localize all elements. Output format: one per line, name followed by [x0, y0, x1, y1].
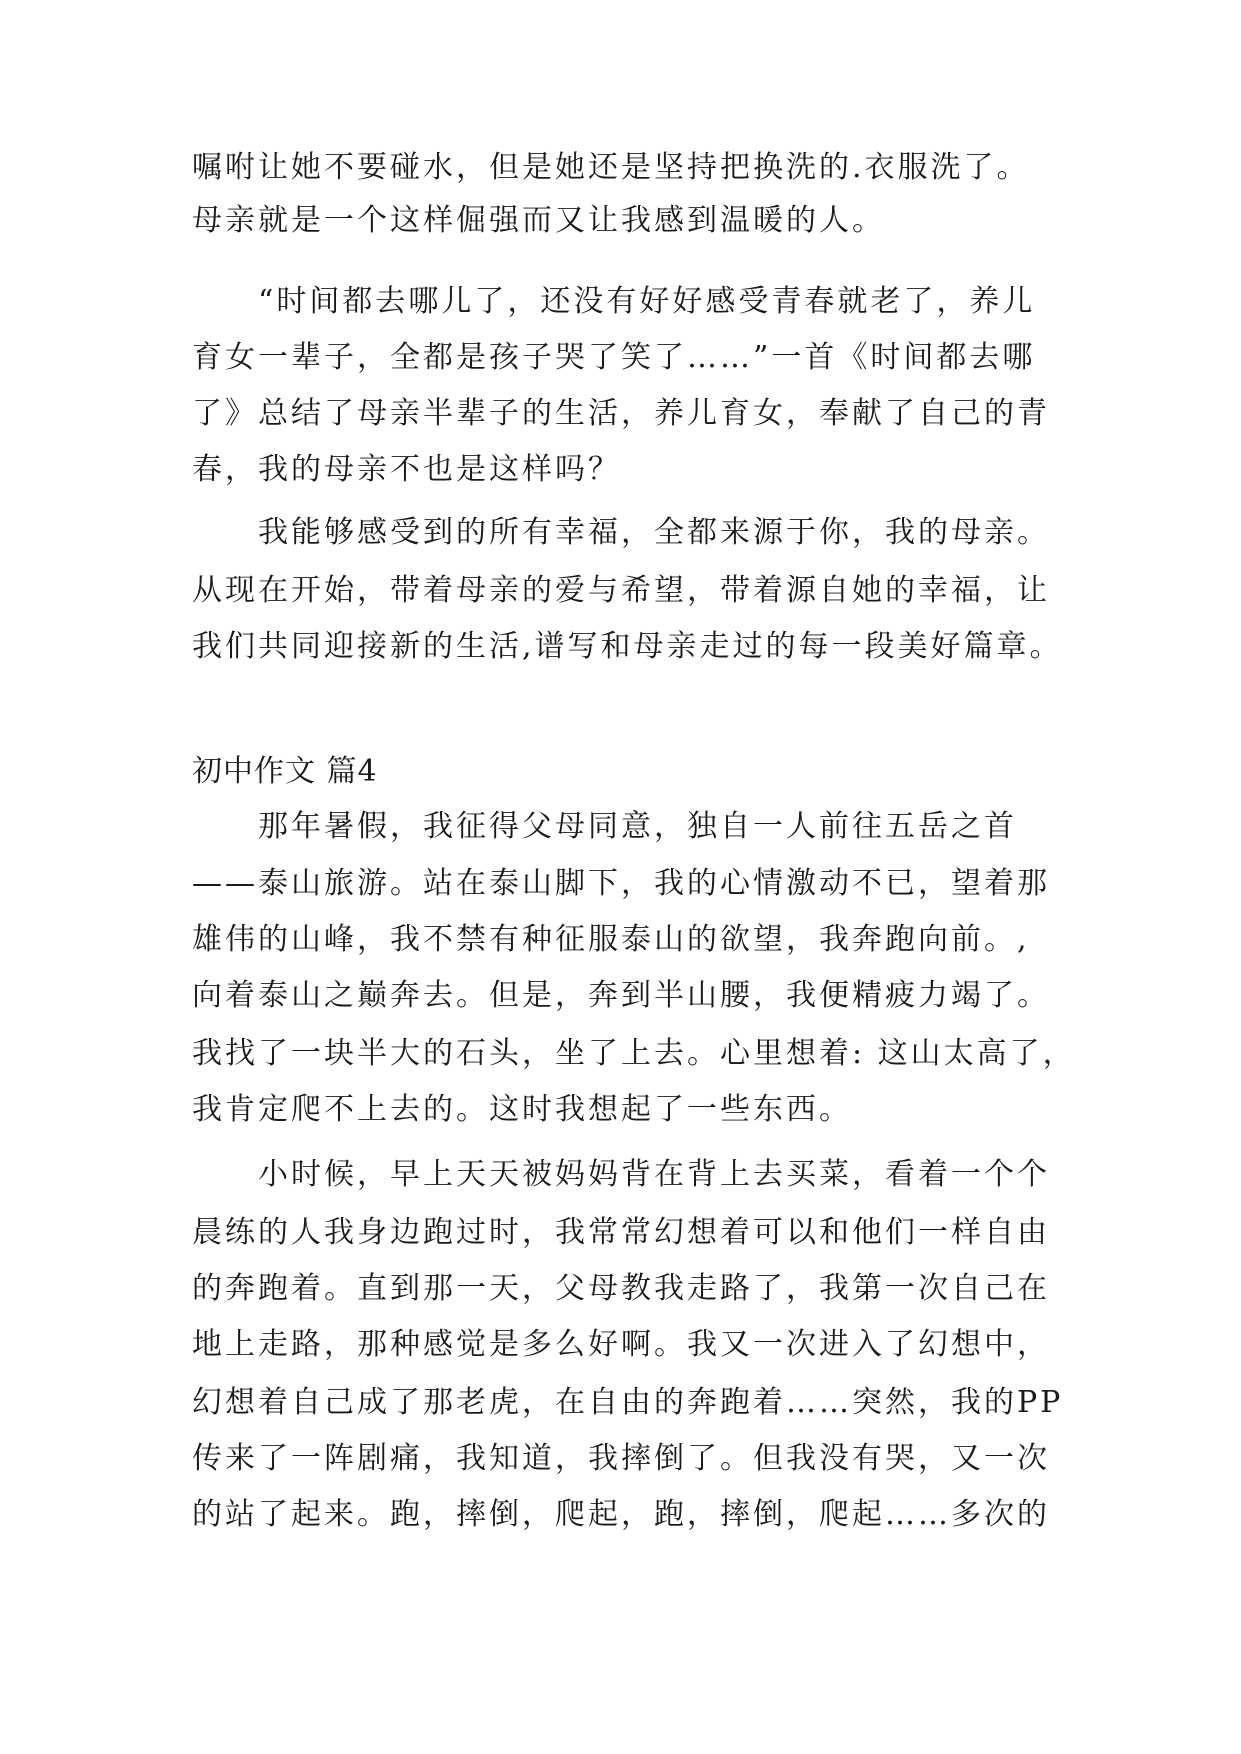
text-line: 我们共同迎接新的生活,谱写和母亲走过的每一段美好篇章。 [192, 629, 1063, 664]
text-line: 我能够感受到的所有幸福，全都来源于你，我的母亲。 [258, 515, 1050, 550]
text-line: 那年暑假，我征得父母同意，独自一人前往五岳之首 [258, 809, 1017, 844]
text-line: 我肯定爬不上去的。这时我想起了一些东西。 [192, 1092, 852, 1127]
text-line: 嘱咐让她不要碰水，但是她还是坚持把换洗的.衣服洗了。 [192, 150, 1030, 185]
text-line: 小时候，早上天天被妈妈背在背上去买菜，看着一个个 [258, 1157, 1050, 1192]
text-line: 春，我的母亲不也是这样吗？ [192, 452, 621, 487]
text-line: ——泰山旅游。站在泰山脚下，我的心情激动不已，望着那 [192, 866, 1050, 901]
text-line: 母亲就是一个这样倔强而又让我感到温暖的人。 [192, 203, 885, 238]
text-line: 地上走路，那种感觉是多么好啊。我又一次进入了幻想中， [192, 1327, 1050, 1362]
section-heading: 初中作文 篇4 [192, 754, 378, 789]
text-line: 从现在开始，带着母亲的爱与希望，带着源自她的幸福，让 [192, 573, 1050, 608]
text-line: 幻想着自己成了那老虎，在自由的奔跑着……突然，我的PP [192, 1385, 1064, 1420]
text-line: 晨练的人我身边跑过时，我常常幻想着可以和他们一样自由 [192, 1215, 1050, 1250]
text-line: 了》总结了母亲半辈子的生活，养儿育女，奉献了自己的青 [192, 396, 1050, 431]
text-line: 雄伟的山峰，我不禁有种征服泰山的欲望，我奔跑向前。, [192, 922, 1030, 957]
text-line: 我找了一块半大的石头，坐了上去。心里想着: 这山太高了， [192, 1036, 1076, 1071]
text-line: 育女一辈子，全都是孩子哭了笑了……”一首《时间都去哪 [192, 340, 1036, 375]
text-line: 向着泰山之巅奔去。但是，奔到半山腰，我便精疲力竭了。 [192, 978, 1050, 1013]
text-line: 传来了一阵剧痛，我知道，我摔倒了。但我没有哭，又一次 [192, 1441, 1050, 1476]
text-line: 的站了起来。跑，摔倒，爬起，跑，摔倒，爬起……多次的 [192, 1497, 1050, 1532]
text-line: “时间都去哪儿了，还没有好好感受青春就老了，养儿 [258, 284, 1036, 319]
text-line: 的奔跑着。直到那一天，父母教我走路了，我第一次自己在 [192, 1271, 1050, 1306]
